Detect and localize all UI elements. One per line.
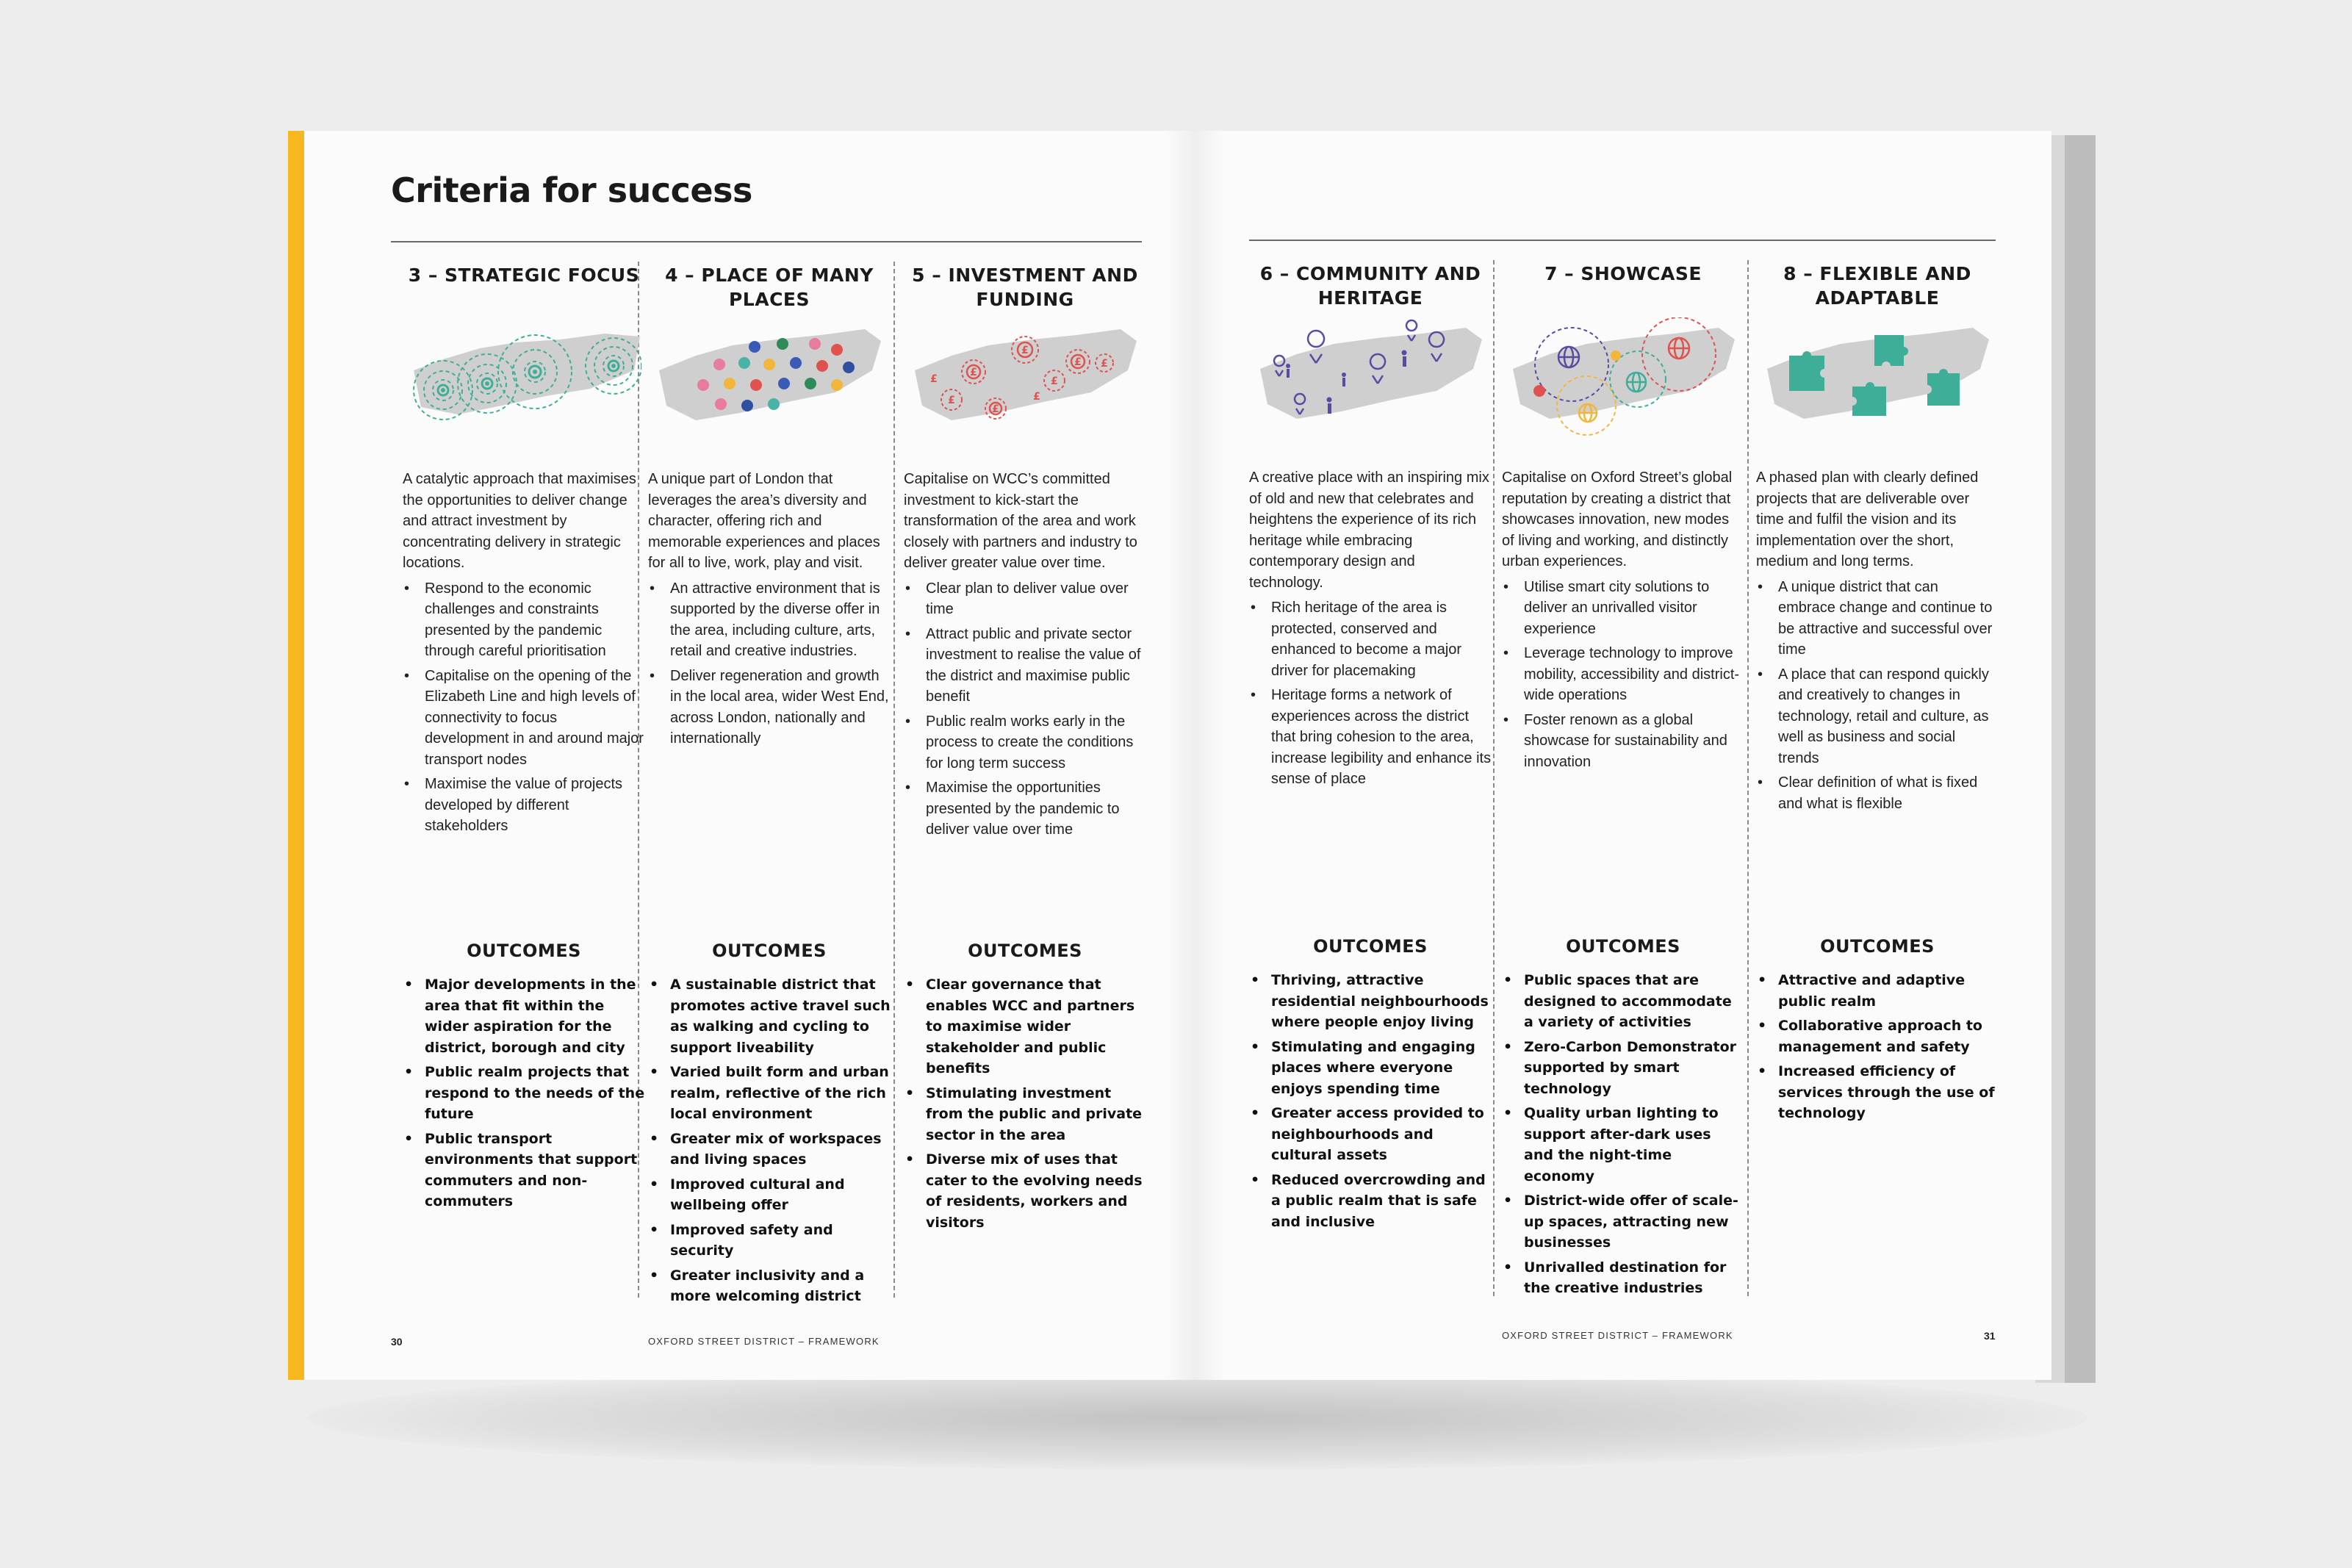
- list-item: • Collaborative approach to management and safety: [1756, 1015, 1999, 1057]
- criteria-column-investment-and-funding: [904, 263, 1146, 844]
- list-item: • Clear definition of what is fixed and what is flexible: [1756, 772, 1999, 814]
- criteria-column-flexible-and-adaptable: [1756, 262, 1999, 818]
- list-item: • A unique district that can embrace change and continue to be attractive and successful over time: [1756, 577, 1999, 661]
- running-title-left: OXFORD STREET DISTRICT – FRAMEWORK: [648, 1336, 880, 1347]
- list-item: • Capitalise on the opening of the Elizabeth Line and high levels of connectivity to focus development in and around major transport nodes: [403, 666, 645, 771]
- list-item: • Reduced overcrowding and a public realm that is safe and inclusive: [1249, 1170, 1492, 1233]
- puzzle-pieces-icon: [1760, 317, 1995, 450]
- criteria-list: [648, 578, 891, 749]
- outcomes-strategic-focus: [403, 941, 645, 1216]
- criteria-list: [1249, 597, 1492, 790]
- list-item: • Attract public and private sector investment to realise the value of the district and maximise public benefit: [904, 624, 1146, 708]
- svg-text:£: £: [1021, 345, 1029, 356]
- list-item: • Zero-Carbon Demonstrator supported by smart technology: [1502, 1037, 1744, 1100]
- outcomes-list: [403, 974, 645, 1212]
- title-rule-left: [391, 241, 1142, 242]
- coloured-dots-icon: [652, 319, 887, 451]
- outcomes-place-of-many-places: [648, 941, 891, 1311]
- book-gutter: [1165, 131, 1224, 1380]
- column-divider: [1493, 260, 1495, 1296]
- column-heading: 5 – INVESTMENT AND FUNDING: [912, 265, 1138, 310]
- column-description: A phased plan with clearly defined projects that are deliverable over time and fulfil the vision and its implementation over the short, medium and long terms.: [1756, 470, 1979, 569]
- book-shadow: [309, 1367, 2087, 1470]
- criteria-column-showcase: [1502, 262, 1744, 776]
- outcomes-heading: OUTCOMES: [968, 941, 1082, 961]
- svg-text:£: £: [948, 395, 955, 406]
- outcomes-heading: OUTCOMES: [1820, 936, 1935, 957]
- list-item: • Public spaces that are designed to accommodate a variety of activities: [1502, 970, 1744, 1033]
- svg-text:£: £: [1051, 375, 1058, 387]
- concentric-circles-icon: [406, 319, 641, 451]
- list-item: • An attractive environment that is supported by the diverse offer in the area, including culture, arts, retail and creative industries.: [648, 578, 891, 662]
- title-rule-right: [1249, 240, 1996, 241]
- list-item: • Leverage technology to improve mobility, accessibility and district-wide operations: [1502, 643, 1744, 706]
- list-item: • Greater mix of workspaces and living spaces: [648, 1129, 891, 1170]
- list-item: • Thriving, attractive residential neighbourhoods where people enjoy living: [1249, 970, 1492, 1033]
- list-item: • Quality urban lighting to support after-dark uses and the night-time economy: [1502, 1103, 1744, 1187]
- list-item: • A sustainable district that promotes active travel such as walking and cycling to support liveability: [648, 974, 891, 1058]
- list-item: • Public realm projects that respond to the needs of the future: [403, 1062, 645, 1125]
- column-heading: 8 – FLEXIBLE AND ADAPTABLE: [1783, 263, 1971, 309]
- column-description: Capitalise on WCC’s committed investment to kick-start the transformation of the area and work closely with partners and industry to deliver greater value over time.: [904, 471, 1137, 571]
- outcomes-list: [648, 974, 891, 1307]
- column-description: A catalytic approach that maximises the opportunities to deliver change and attract investment by concentrating delivery in strategic locations.: [403, 471, 636, 571]
- list-item: • Improved cultural and wellbeing offer: [648, 1174, 891, 1216]
- svg-text:£: £: [992, 403, 999, 415]
- list-item: • Rich heritage of the area is protected, conserved and enhanced to become a major driver for placemaking: [1249, 597, 1492, 681]
- outcomes-investment-and-funding: [904, 941, 1146, 1237]
- list-item: • Maximise the value of projects developed by different stakeholders: [403, 774, 645, 837]
- outcomes-heading: OUTCOMES: [712, 941, 827, 961]
- outcomes-list: [1756, 970, 1999, 1124]
- svg-text:£: £: [1033, 391, 1040, 403]
- list-item: • Unrivalled destination for the creative industries: [1502, 1257, 1744, 1299]
- outcomes-list: [904, 974, 1146, 1233]
- list-item: • Major developments in the area that fit within the wider aspiration for the district, borough and city: [403, 974, 645, 1058]
- globes-icon: [1506, 317, 1741, 450]
- list-item: • Improved safety and security: [648, 1220, 891, 1262]
- list-item: • Increased efficiency of services through the use of technology: [1756, 1061, 1999, 1124]
- outcomes-list: [1249, 970, 1492, 1232]
- column-description: Capitalise on Oxford Street’s global reputation by creating a district that showcases innovation, new modes of living and working, and distinctly urban experiences.: [1502, 470, 1733, 569]
- criteria-list: [1502, 577, 1744, 773]
- outcomes-heading: OUTCOMES: [467, 941, 581, 961]
- list-item: • Greater access provided to neighbourhoods and cultural assets: [1249, 1103, 1492, 1166]
- outcomes-list: [1502, 970, 1744, 1299]
- outcomes-heading: OUTCOMES: [1566, 936, 1680, 957]
- page-title: Criteria for success: [391, 170, 752, 210]
- column-heading: 3 – STRATEGIC FOCUS: [408, 265, 640, 286]
- list-item: • A place that can respond quickly and creatively to changes in technology, retail and culture, as well as business and social trends: [1756, 664, 1999, 769]
- column-description: A creative place with an inspiring mix of old and new that celebrates and heightens the experience of its rich heritage while embracing contemporary design and technology.: [1249, 470, 1489, 591]
- criteria-column-strategic-focus: [403, 263, 645, 841]
- column-divider: [893, 262, 895, 1298]
- list-item: • Foster renown as a global showcase for sustainability and innovation: [1502, 710, 1744, 773]
- list-item: • Clear governance that enables WCC and partners to maximise wider stakeholder and public benefits: [904, 974, 1146, 1079]
- list-item: • Deliver regeneration and growth in the local area, wider West End, across London, nationally and internationally: [648, 666, 891, 749]
- column-heading: 7 – SHOWCASE: [1544, 263, 1702, 284]
- outcomes-showcase: [1502, 936, 1744, 1303]
- outcomes-heading: OUTCOMES: [1313, 936, 1428, 957]
- list-item: • Respond to the economic challenges and constraints presented by the pandemic through careful prioritisation: [403, 578, 645, 662]
- list-item: • Maximise the opportunities presented by the pandemic to deliver value over time: [904, 777, 1146, 841]
- column-divider: [1747, 260, 1749, 1296]
- svg-text:£: £: [1074, 356, 1082, 368]
- column-heading: 6 – COMMUNITY AND HERITAGE: [1259, 263, 1481, 309]
- criteria-list: [403, 578, 645, 837]
- criteria-column-community-and-heritage: [1249, 262, 1492, 794]
- running-title-right: OXFORD STREET DISTRICT – FRAMEWORK: [1502, 1330, 1733, 1341]
- list-item: • Heritage forms a network of experiences across the district that bring cohesion to the area, increase legibility and enhance its sense of place: [1249, 685, 1492, 790]
- column-description: A unique part of London that leverages the area’s diversity and character, offering rich and memorable experiences and places for all to live, work, play and visit.: [648, 471, 880, 571]
- list-item: • Public transport environments that support commuters and non-commuters: [403, 1129, 645, 1212]
- map-pins-people-icon: [1253, 317, 1488, 450]
- list-item: • Varied built form and urban realm, reflective of the rich local environment: [648, 1062, 891, 1125]
- page-number-left: 30: [391, 1336, 403, 1348]
- list-item: • Public realm works early in the process to create the conditions for long term success: [904, 711, 1146, 774]
- list-item: • Diverse mix of uses that cater to the evolving needs of residents, workers and visitors: [904, 1149, 1146, 1233]
- criteria-list: [904, 578, 1146, 841]
- list-item: • Greater inclusivity and a more welcoming district: [648, 1265, 891, 1307]
- svg-text:£: £: [970, 367, 977, 378]
- list-item: • Clear plan to deliver value over time: [904, 578, 1146, 620]
- page-number-right: 31: [1984, 1330, 1996, 1342]
- list-item: • Utilise smart city solutions to deliver an unrivalled visitor experience: [1502, 577, 1744, 640]
- list-item: • District-wide offer of scale-up spaces, attracting new businesses: [1502, 1190, 1744, 1254]
- svg-text:£: £: [930, 373, 938, 385]
- column-heading: 4 – PLACE OF MANY PLACES: [665, 265, 874, 310]
- list-item: • Stimulating investment from the public and private sector in the area: [904, 1083, 1146, 1146]
- pound-coins-icon: [907, 319, 1143, 451]
- criteria-list: [1756, 577, 1999, 815]
- list-item: • Attractive and adaptive public realm: [1756, 970, 1999, 1012]
- outcomes-community-and-heritage: [1249, 936, 1492, 1236]
- outcomes-flexible-and-adaptable: [1756, 936, 1999, 1128]
- criteria-column-place-of-many-places: [648, 263, 891, 753]
- svg-text:£: £: [1101, 358, 1108, 370]
- list-item: • Stimulating and engaging places where everyone enjoys spending time: [1249, 1037, 1492, 1100]
